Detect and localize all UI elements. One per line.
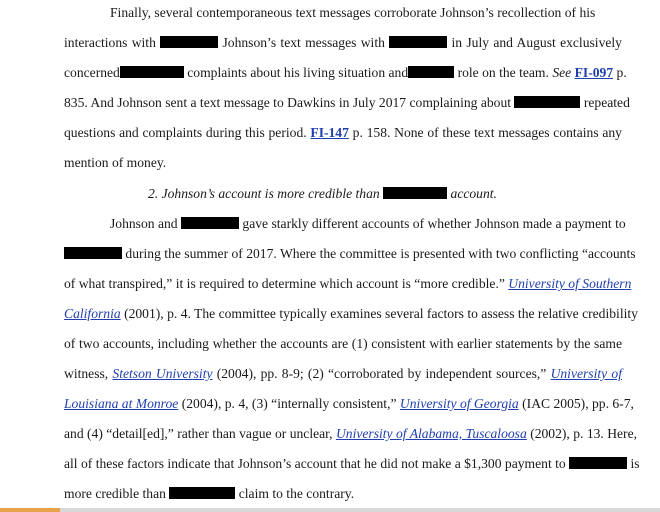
text: repeated [583, 95, 630, 110]
heading-text: 2. Johnson’s account is more credible than [148, 186, 380, 201]
exhibit-link-fi-097[interactable]: FI-097 [574, 65, 614, 80]
redaction-bar [120, 66, 184, 78]
text: witness, [64, 366, 109, 381]
p1-line-6 [64, 155, 622, 171]
redaction-bar [383, 187, 447, 199]
p2-line-2 [64, 246, 636, 262]
p2-line-8 [64, 426, 638, 442]
text: complaints about his living situation and [187, 65, 409, 80]
case-link-ulm-cont[interactable]: Louisiana at Monroe [64, 396, 179, 411]
p2-line-4 [64, 306, 638, 322]
redaction-bar [169, 487, 235, 499]
redaction-bar [160, 36, 218, 48]
text: 835. And Johnson sent a text message to Dawkins in July 2017 complaining about [64, 95, 512, 110]
text: p. 158. None of these text messages contains any [352, 125, 622, 140]
text: questions and complaints during this period. [64, 125, 307, 140]
p2-line-9 [64, 456, 640, 472]
case-link-ulm[interactable]: University of [550, 366, 622, 381]
text: concerned [64, 65, 120, 80]
p1-line-4 [64, 95, 630, 111]
text: Johnson and [110, 216, 178, 231]
redaction-bar [569, 457, 627, 469]
text: all of these factors indicate that Johnson’s account that he did not make a $1,300 payment to [64, 456, 566, 471]
redaction-bar [514, 96, 580, 108]
redaction-bar [64, 247, 122, 259]
text: is [630, 456, 640, 471]
text: (2004), p. 4, (3) “internally consistent,” [181, 396, 397, 411]
text: (2002), p. 13. Here, [530, 426, 638, 441]
text: of two accounts, including whether the accounts are (1) consistent with earlier statements by the same [64, 336, 622, 351]
p1-line-3 [64, 65, 627, 81]
text: p. [616, 65, 627, 80]
text: gave starkly different accounts of whether Johnson made a payment to [242, 216, 626, 231]
text: (IAC 2005), pp. 6-7, [522, 396, 634, 411]
case-link-alabama[interactable]: University of Alabama, Tuscaloosa [335, 426, 527, 441]
text: more credible than [64, 486, 166, 501]
p2-line-5 [64, 336, 622, 352]
text: (2001), p. 4. The committee typically examines several factors to assess the relative credibility [124, 306, 638, 321]
case-link-usc-cont[interactable]: California [64, 306, 121, 321]
p2-line-7 [64, 396, 634, 412]
window-bottom-edge [0, 508, 660, 512]
text: during the summer of 2017. Where the committee is presented with two conflicting “accounts [125, 246, 636, 261]
p1-line-5 [64, 125, 622, 141]
heading-text: account. [450, 186, 497, 201]
redaction-bar [389, 36, 447, 48]
section-heading [148, 186, 497, 202]
exhibit-link-fi-147[interactable]: FI-147 [310, 125, 349, 140]
redaction-bar [408, 66, 454, 78]
text: Finally, several contemporaneous text messages corroborate Johnson’s recollection of his [110, 5, 596, 20]
p2-line-10 [64, 486, 622, 502]
text: claim to the contrary. [238, 486, 355, 501]
text: role on the team. [457, 65, 549, 80]
text: interactions with [64, 35, 156, 50]
case-link-stetson[interactable]: Stetson University [112, 366, 213, 381]
p2-line-1 [110, 216, 626, 232]
text: in July and August exclusively [451, 35, 622, 50]
p2-line-6 [64, 366, 622, 382]
text: and (4) “detail[ed],” rather than vague or unclear, [64, 426, 333, 441]
case-link-usc[interactable]: University of Southern [508, 276, 632, 291]
p1-line-2 [64, 35, 622, 51]
signal-see: See [552, 65, 572, 80]
p1-line-1 [110, 5, 622, 21]
redaction-bar [181, 217, 239, 229]
text: of what transpired,” it is required to determine which account is “more credible.” [64, 276, 505, 291]
text: mention of money. [64, 155, 167, 170]
case-link-georgia[interactable]: University of Georgia [399, 396, 519, 411]
text: Johnson’s text messages with [222, 35, 385, 50]
p2-line-3 [64, 276, 632, 292]
text: (2004), pp. 8-9; (2) “corroborated by independent sources,” [216, 366, 547, 381]
